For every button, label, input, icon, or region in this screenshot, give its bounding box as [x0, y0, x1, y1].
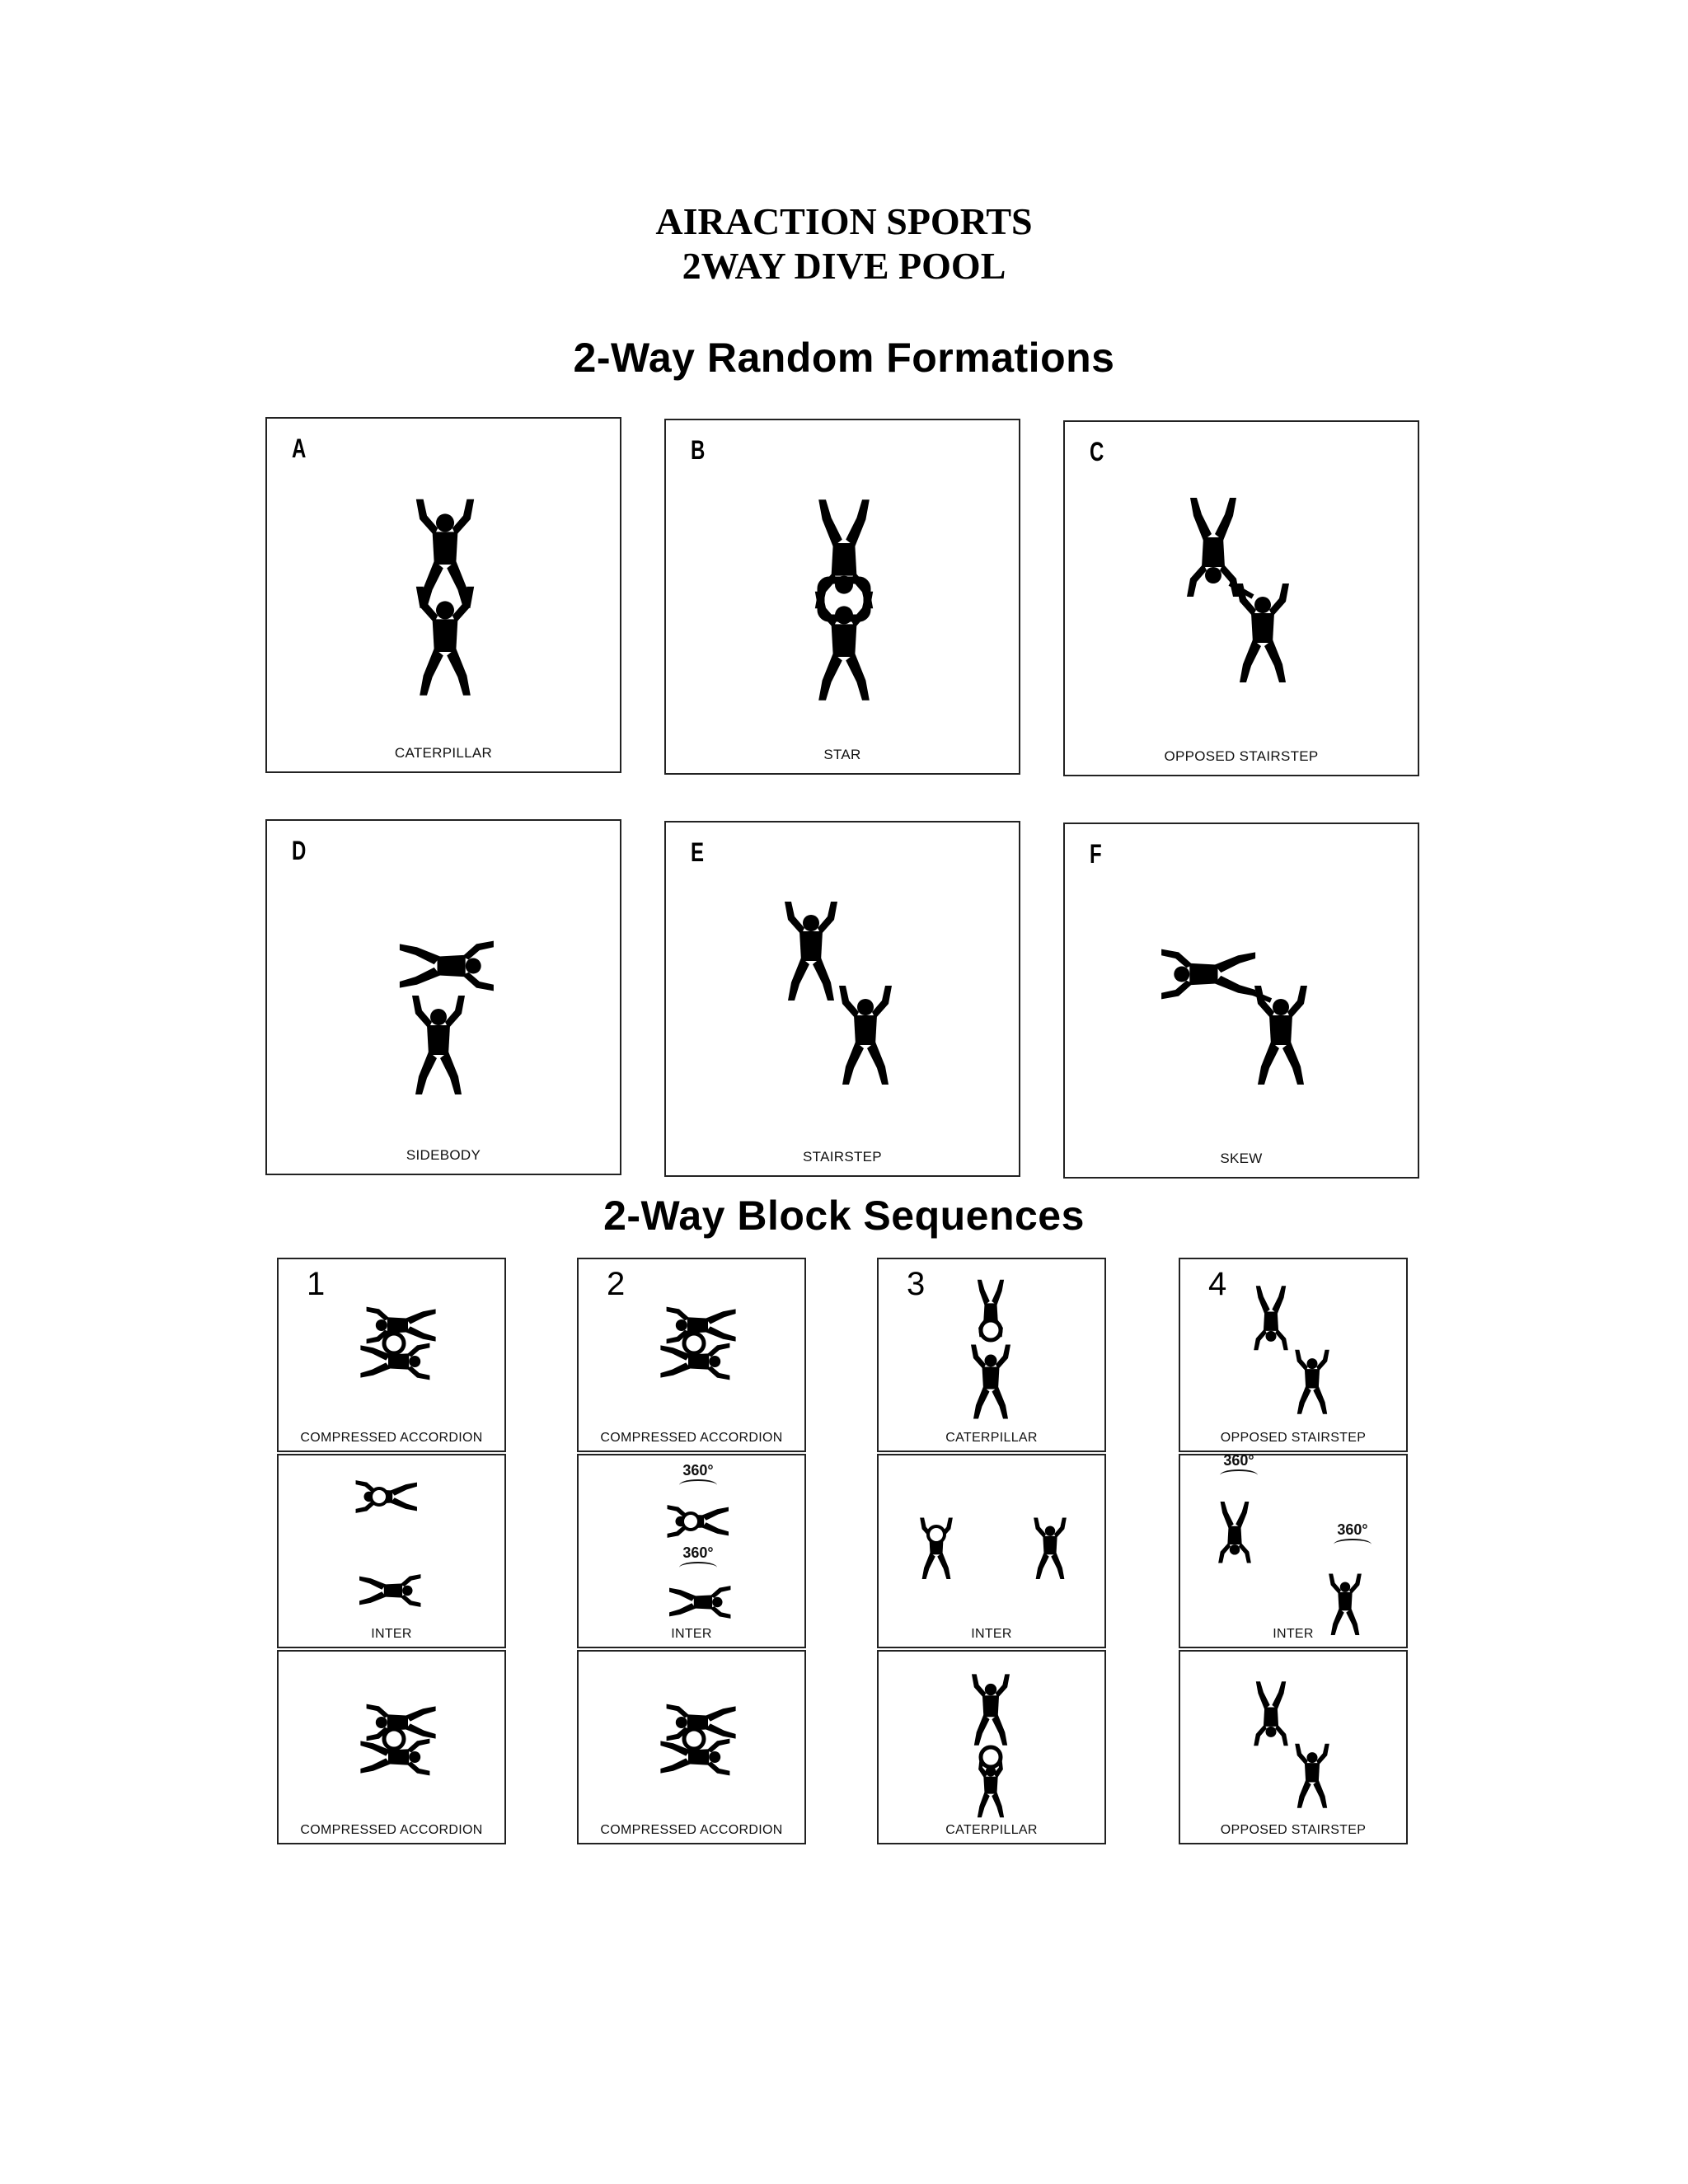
opposed-stairstep-figure — [1180, 1652, 1409, 1846]
inter-figure — [1180, 1455, 1409, 1650]
random-formations-heading: 2-Way Random Formations — [573, 335, 1115, 381]
block-sequences-heading: 2-Way Block Sequences — [603, 1193, 1085, 1239]
block-1-cell-3 — [277, 1650, 506, 1844]
formation-caption: STAIRSTEP — [803, 1149, 882, 1165]
rotation-value: 360° — [682, 1544, 714, 1561]
formation-card-e — [664, 821, 1020, 1177]
block-number: 1 — [307, 1266, 326, 1302]
compressed-accordion-figure — [279, 1652, 508, 1846]
formation-caption: OPPOSED STAIRSTEP — [1164, 748, 1319, 764]
compressed-accordion-figure — [279, 1259, 508, 1454]
formation-card-b — [664, 419, 1020, 775]
block-4-cell-3 — [1179, 1650, 1408, 1844]
skew-figure — [1065, 824, 1421, 1180]
formation-caption: SKEW — [1220, 1151, 1263, 1166]
inter-figure — [279, 1455, 508, 1650]
compressed-accordion-figure — [579, 1259, 808, 1454]
formation-caption: CATERPILLAR — [394, 745, 493, 761]
document-title-line-1: AIRACTION SPORTS — [655, 200, 1033, 242]
block-caption: COMPRESSED ACCORDION — [600, 1431, 783, 1445]
formation-letter: A — [292, 434, 307, 463]
formation-letter: F — [1090, 839, 1102, 869]
block-1-cell-1 — [277, 1258, 506, 1452]
block-caption: COMPRESSED ACCORDION — [600, 1823, 783, 1837]
sidebody-figure — [267, 821, 623, 1177]
block-number: 2 — [607, 1266, 626, 1302]
block-caption: INTER — [671, 1627, 712, 1641]
compressed-accordion-figure — [579, 1652, 808, 1846]
block-1-cell-2 — [277, 1454, 506, 1648]
formation-letter: B — [691, 435, 706, 465]
document-title-line-2: 2WAY DIVE POOL — [682, 245, 1006, 287]
star-figure — [666, 420, 1022, 776]
formation-card-d — [265, 819, 621, 1175]
block-caption: COMPRESSED ACCORDION — [300, 1431, 483, 1445]
block-number: 3 — [907, 1266, 926, 1302]
block-number: 4 — [1208, 1266, 1227, 1302]
rotation-value: 360° — [682, 1462, 714, 1479]
block-4-cell-1 — [1179, 1258, 1408, 1452]
formation-card-a — [265, 417, 621, 773]
rotation-label — [669, 1544, 727, 1573]
block-caption: INTER — [371, 1627, 412, 1641]
rotation-label — [1324, 1521, 1381, 1550]
rotation-arrow-icon — [679, 1562, 717, 1573]
rotation-value: 360° — [1223, 1452, 1254, 1469]
formation-letter: D — [292, 836, 307, 865]
formation-card-c — [1063, 420, 1419, 776]
formation-caption: STAR — [823, 747, 861, 762]
block-caption: INTER — [1273, 1627, 1314, 1641]
formation-caption: SIDEBODY — [406, 1147, 481, 1163]
block-caption: COMPRESSED ACCORDION — [300, 1823, 483, 1837]
rotation-arrow-icon — [1334, 1539, 1372, 1550]
formation-letter: E — [691, 837, 705, 867]
block-2-cell-1 — [577, 1258, 806, 1452]
inter-figure — [879, 1455, 1108, 1650]
block-caption: OPPOSED STAIRSTEP — [1220, 1431, 1367, 1445]
block-caption: CATERPILLAR — [945, 1823, 1038, 1837]
rotation-value: 360° — [1337, 1521, 1368, 1538]
block-3-cell-3 — [877, 1650, 1106, 1844]
formation-card-f — [1063, 823, 1419, 1179]
formation-letter: C — [1090, 437, 1104, 466]
block-caption: CATERPILLAR — [945, 1431, 1038, 1445]
stairstep-figure — [666, 823, 1022, 1179]
caterpillar-figure — [879, 1259, 1108, 1454]
block-3-cell-1 — [877, 1258, 1106, 1452]
block-4-cell-2 — [1179, 1454, 1408, 1648]
block-caption: INTER — [971, 1627, 1012, 1641]
block-caption: OPPOSED STAIRSTEP — [1220, 1823, 1367, 1837]
caterpillar-figure — [267, 419, 623, 775]
caterpillar-figure — [879, 1652, 1108, 1846]
block-2-cell-3 — [577, 1650, 806, 1844]
block-2-cell-2 — [577, 1454, 806, 1648]
opposed-stairstep-figure — [1180, 1259, 1409, 1454]
opposed-stairstep-figure — [1065, 422, 1421, 778]
block-3-cell-2 — [877, 1454, 1106, 1648]
